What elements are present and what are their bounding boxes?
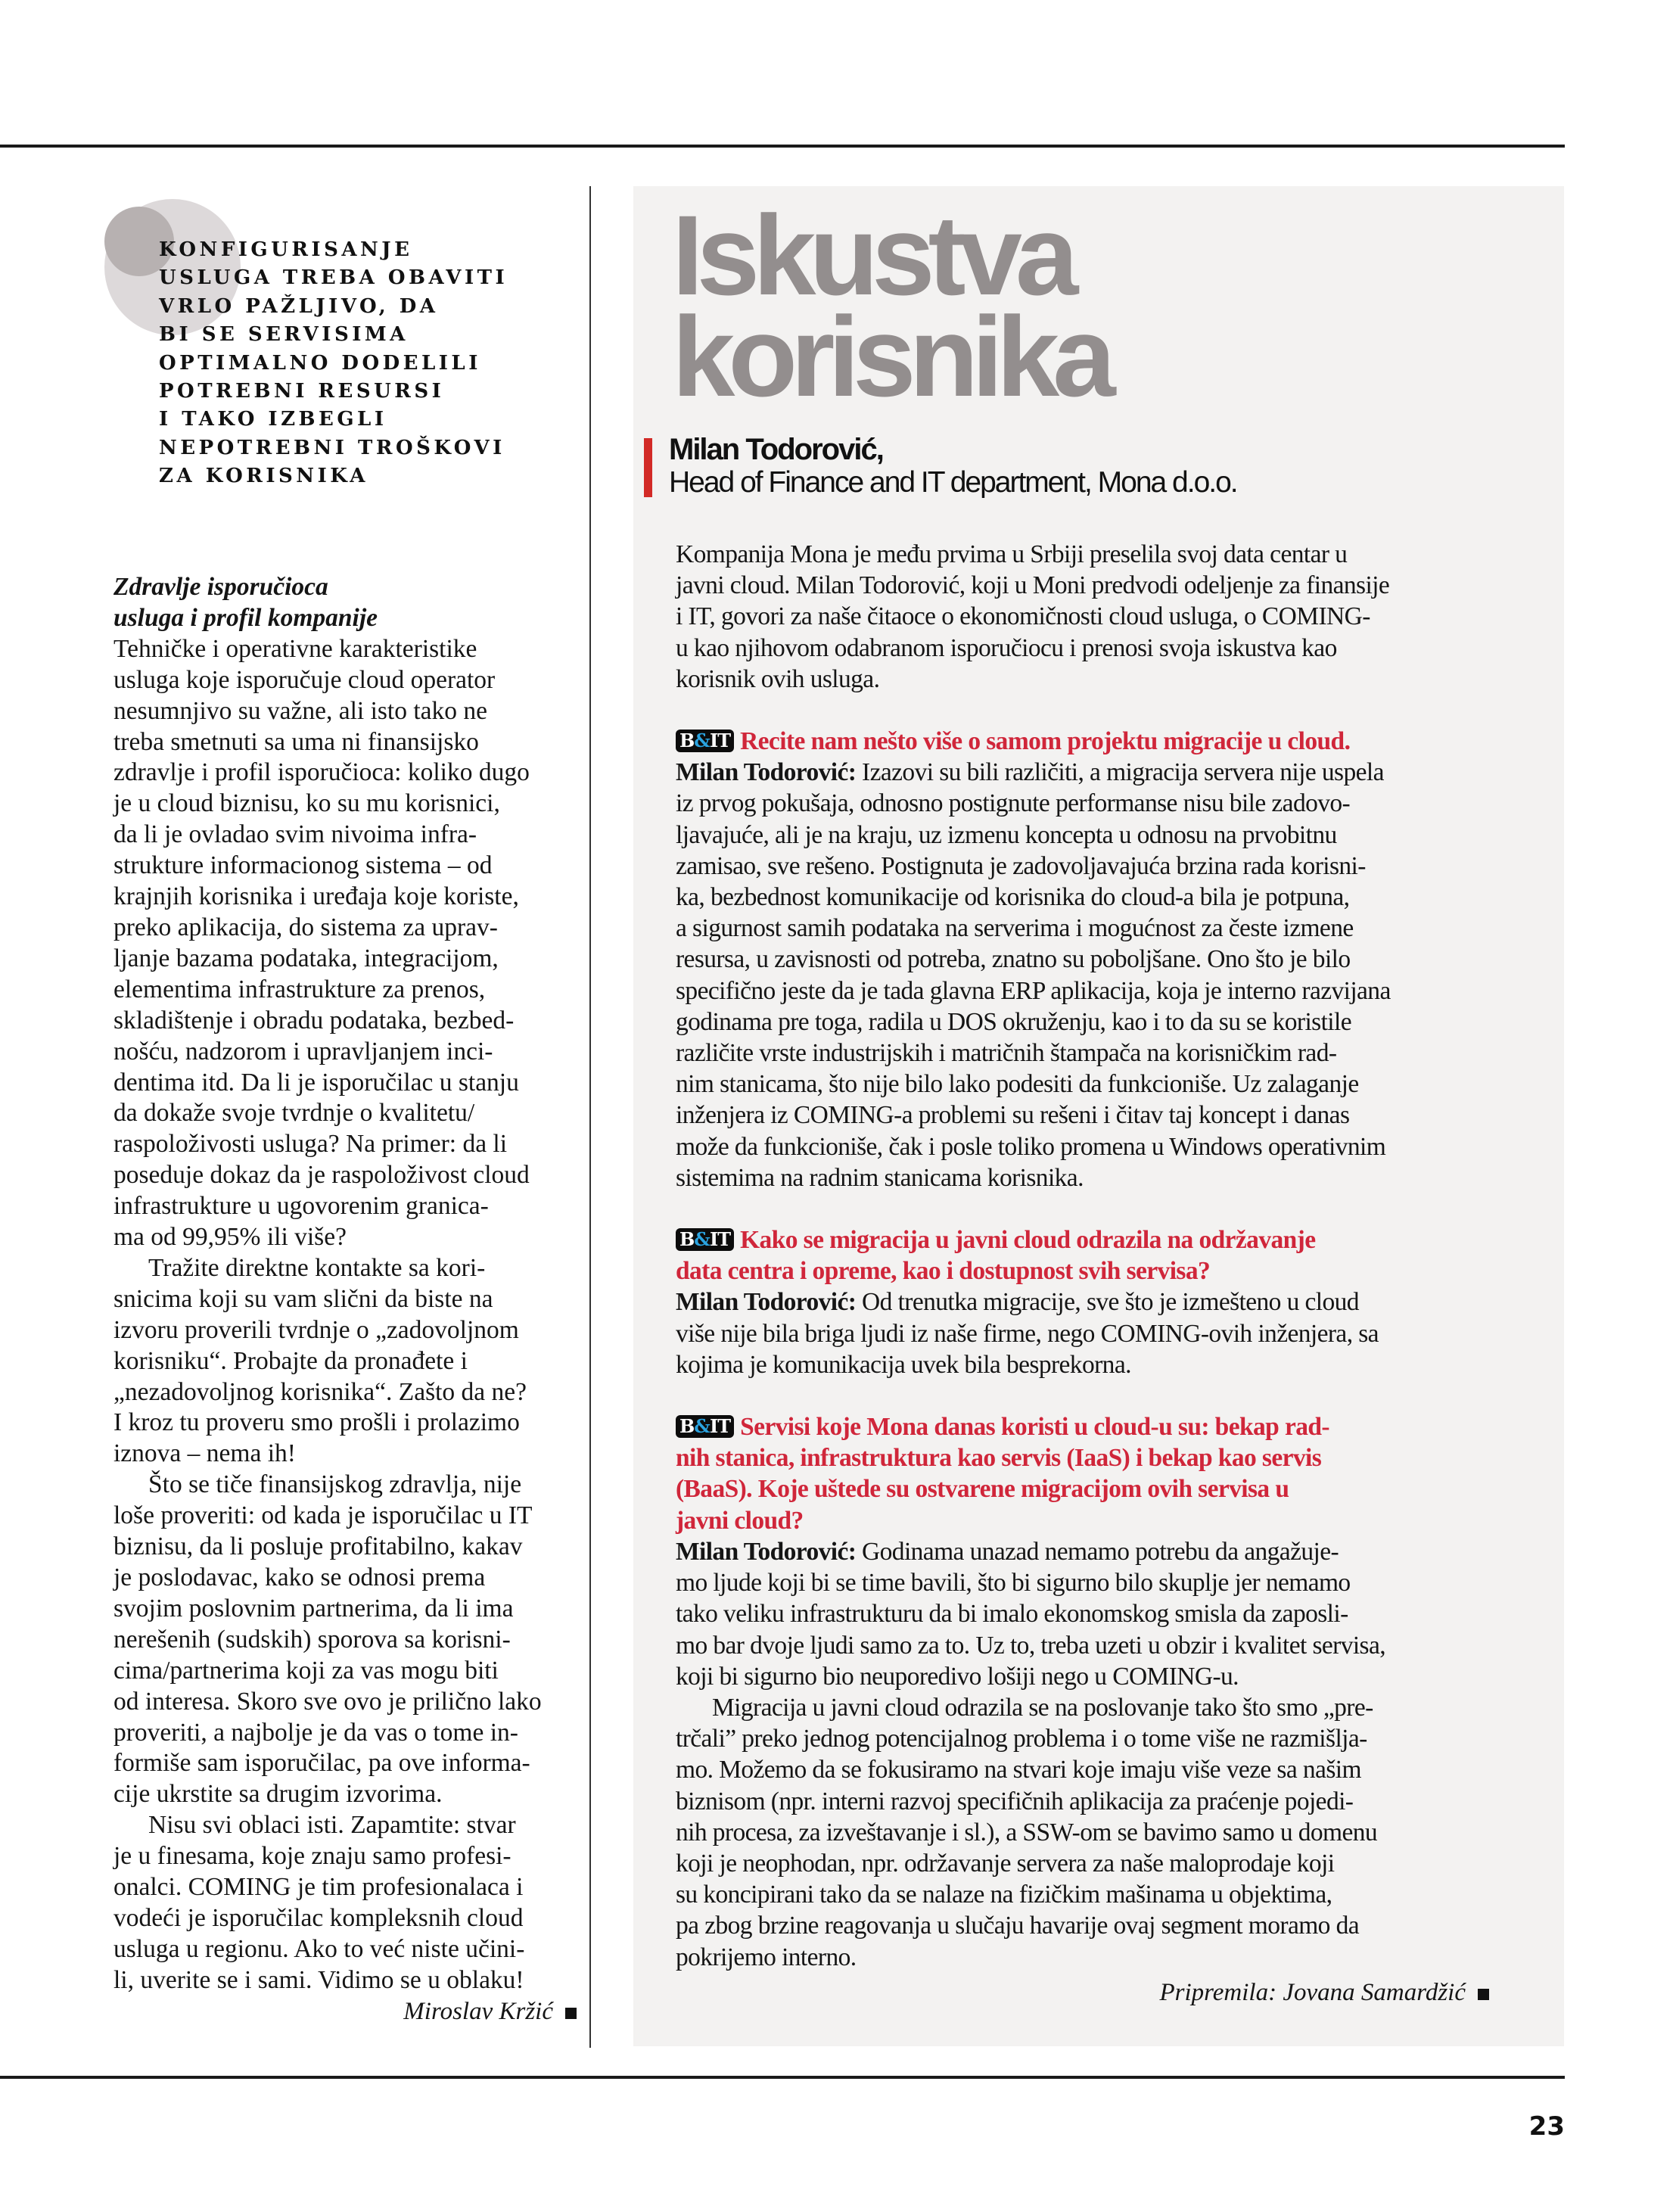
left-column-body <box>113 634 575 1996</box>
body-line: vodeći je isporučilac kompleksnih cloud <box>113 1903 524 1932</box>
body-line: zdravlje i profil isporučioca: koliko dugo <box>113 758 530 787</box>
speaker-label: Milan Todorović: <box>676 1537 857 1566</box>
pull-quote-line: OPTIMALNO DODELILI <box>159 351 481 375</box>
body-line: korisniku“. Probajte da pronađete i <box>113 1346 468 1375</box>
spacer <box>676 1380 1519 1411</box>
interviewee-role: Head of Finance and IT department, Mona d.o.o. <box>669 466 1237 499</box>
body-line: da dokaže svoje tvrdnje o kvalitetu/ <box>113 1099 475 1128</box>
end-of-article-icon <box>565 2008 577 2019</box>
answer-line: a sigurnost samih podataka na serverima i mogućnost za česte izmene <box>676 914 1354 943</box>
body-line: ma od 99,95% ili više? <box>113 1223 347 1252</box>
pull-quote-line: USLUGA TREBA OBAVITI <box>159 266 508 290</box>
credit-line <box>676 1979 1489 2007</box>
answer-line: ljavajuće, ali je na kraju, uz izmenu koncepta u odnosu na prvobitnu <box>676 820 1337 849</box>
body-line: ljanje bazama podataka, integracijom, <box>113 944 499 972</box>
interviewee-name: Milan Todorović, <box>669 433 883 466</box>
badge-b: B <box>679 730 695 752</box>
pull-quote-line: POTREBNI RESURSI <box>159 380 445 403</box>
bottom-rule <box>0 2076 1565 2079</box>
body-line: Tražite direktne kontakte sa kori- <box>148 1253 486 1282</box>
body-line: usluga u regionu. Ako to već niste učini- <box>113 1934 525 1963</box>
body-line: da li je ovladao svim nivoima infra- <box>113 820 477 849</box>
body-line: iznova – nema ih! <box>113 1439 296 1468</box>
answer-line: Milan Todorović: Od trenutka migracije, sve što je izmešteno u cloud <box>676 1288 1359 1317</box>
answer-line: biznisom (npr. interni razvoj specifičnih aplikacija za praćenje pojedi- <box>676 1787 1354 1815</box>
body-line: poseduje dokaz da je raspoloživost cloud <box>113 1161 530 1190</box>
body-line: loše proveriti: od kada je isporučilac u IT <box>113 1501 533 1530</box>
credit-text: Pripremila: Jovana Samardžić <box>1159 1979 1466 2006</box>
body-line: biznisu, da li posluje profitabilno, kakav <box>113 1532 523 1561</box>
answer-line: nih procesa, za izveštavanje i sl.), a SSW-om se bavimo samo u domenu <box>676 1818 1378 1846</box>
answer-line: sistemima na radnim stanicama korisnika. <box>676 1163 1084 1192</box>
body-line: je u cloud biznisu, ko su mu korisnici, <box>113 789 500 818</box>
answer-line: zamisao, sve rešeno. Postignuta je zadovoljavajuća brzina rada korisni- <box>676 851 1366 880</box>
interview-body <box>676 539 1519 1973</box>
answer-line: tako veliku infrastrukturu da bi imalo ekonomskog smisla da zaposli- <box>676 1600 1348 1629</box>
question-line: B&IT Recite nam nešto više o samom projektu migracije u cloud. <box>676 726 1519 757</box>
badge-amp: & <box>694 1228 710 1251</box>
body-line: dentima itd. Da li je isporučilac u stanju <box>113 1068 519 1097</box>
column-divider <box>589 186 591 2048</box>
answer-line: pokrijemo interno. <box>676 1943 857 1971</box>
answer-line: koji je neophodan, npr. održavanje servera za naše maloprodaje koji <box>676 1849 1335 1878</box>
intro-line: javni cloud. Milan Todorović, koji u Moni predvodi odeljenje za finansije <box>676 571 1390 600</box>
pull-quote <box>159 236 583 491</box>
intro-line: i IT, govori za naše čitaoce o ekonomičnosti cloud usluga, o COMING- <box>676 602 1370 631</box>
body-line: nerešenih (sudskih) sporova sa korisni- <box>113 1625 511 1654</box>
answer-line: mo ljude koji bi se time bavili, što bi sigurno bilo skuplje jer nemamo <box>676 1569 1351 1598</box>
spacer <box>676 695 1519 726</box>
badge-it: IT <box>709 1228 731 1251</box>
answer-line: godinama pre toga, radila u DOS okruženju, kao i to da su se koristile <box>676 1007 1351 1036</box>
answer-line: mo. Možemo da se fokusiramo na stvari koje imaju više veze sa našim <box>676 1756 1361 1784</box>
answer-line: kojima je komunikacija uvek bila besprekorna. <box>676 1350 1131 1379</box>
sidebar-title <box>672 191 1109 420</box>
spacer <box>676 1193 1519 1224</box>
body-line: usluga koje isporučuje cloud operator <box>113 665 496 694</box>
body-line: raspoloživosti usluga? Na primer: da li <box>113 1130 508 1159</box>
question-line: B&IT Servisi koje Mona danas koristi u cloud-u su: bekap rad- <box>676 1411 1519 1442</box>
body-line: I kroz tu proveru smo prošli i prolazimo <box>113 1408 520 1437</box>
bit-logo-icon <box>676 1228 734 1251</box>
body-line: je poslodavac, kako se odnosi prema <box>113 1563 486 1591</box>
pull-quote-line: BI SE SERVISIMA <box>159 323 409 347</box>
body-line: izvoru proverili tvrdnje o „zadovoljnom <box>113 1315 519 1344</box>
question-line: data centra i opreme, kao i dostupnost svih servisa? <box>676 1257 1211 1286</box>
pull-quote-line: ZA KORISNIKA <box>159 465 368 488</box>
pull-quote-line: I TAKO IZBEGLI <box>159 408 387 431</box>
body-line: nesumnjivo su važne, ali isto tako ne <box>113 696 488 725</box>
body-line: cije ukrstite sa drugim izvorima. <box>113 1780 443 1809</box>
left-column-article <box>113 572 575 1996</box>
body-line: snicima koji su vam slični da biste na <box>113 1284 493 1313</box>
question-line: (BaaS). Koje uštede su ostvarene migracijom ovih servisa u <box>676 1475 1289 1504</box>
author-signature <box>113 1998 577 2026</box>
intro-line: Kompanija Mona je među prvima u Srbiji preselila svoj data centar u <box>676 540 1348 568</box>
answer-line: koji bi sigurno bio neuporedivo lošiji nego u COMING-u. <box>676 1662 1239 1691</box>
question-line: javni cloud? <box>676 1506 804 1535</box>
section-subhead: Zdravlje isporučioca <box>113 573 328 601</box>
body-line: cima/partnerima koji za vas mogu biti <box>113 1656 499 1685</box>
body-line: strukture informacionog sistema – od <box>113 851 493 880</box>
intro-line: korisnik ovih usluga. <box>676 664 880 693</box>
answer-line: inženjera iz COMING-a problemi su rešeni i čitav taj koncept i danas <box>676 1101 1350 1130</box>
answer-line: različite vrste industrijskih i matričnih štampača na korisničkim rad- <box>676 1039 1337 1068</box>
page-number: 23 <box>1528 2111 1565 2142</box>
speaker-label: Milan Todorović: <box>676 1288 857 1317</box>
answer-line: iz prvog pokušaja, odnosno postignute performanse nisu bile zadovo- <box>676 789 1351 818</box>
title-line: korisnika <box>672 293 1109 420</box>
answer-line: Migracija u javni cloud odrazila se na poslovanje tako što smo „pre- <box>712 1693 1373 1722</box>
body-line: onalci. COMING je tim profesionalaca i <box>113 1873 524 1902</box>
badge-b: B <box>679 1228 695 1251</box>
badge-b: B <box>679 1415 695 1438</box>
intro-line: u kao njihovom odabranom isporučiocu i prenosi svoja iskustva kao <box>676 633 1337 662</box>
badge-amp: & <box>694 730 710 752</box>
title-line: Iskustva <box>672 191 1072 319</box>
answer-line: mo bar dvoje ljudi samo za to. Uz to, treba uzeti u obzir i kvalitet servisa, <box>676 1631 1386 1660</box>
interviewee-block <box>669 433 1237 499</box>
body-line: je u finesama, koje znaju samo profesi- <box>113 1842 512 1871</box>
body-line: Tehničke i operativne karakteristike <box>113 634 477 663</box>
bit-logo-icon <box>676 1415 734 1438</box>
answer-line: više nije bila briga ljudi iz naše firme, nego COMING-ovih inženjera, sa <box>676 1319 1379 1348</box>
answer-line: trčali” preko jednog potencijalnog problema i o tome više ne razmišlja- <box>676 1725 1367 1753</box>
body-line: infrastrukture u ugovorenim granica- <box>113 1192 489 1221</box>
body-line: Što se tiče finansijskog zdravlja, nije <box>148 1470 522 1499</box>
top-rule <box>0 145 1565 148</box>
answer-line: specifično jeste da je tada glavna ERP aplikacija, koja je interno razvijana <box>676 976 1391 1005</box>
pull-quote-line: VRLO PAŽLJIVO, DA <box>159 294 439 318</box>
body-line: od interesa. Skoro sve ovo je prilično lako <box>113 1687 542 1716</box>
answer-line: su koncipirani tako da se nalaze na fizičkim mašinama u objektima, <box>676 1881 1332 1909</box>
badge-it: IT <box>709 1415 731 1438</box>
body-line: „nezadovoljnog korisnika“. Zašto da ne? <box>113 1377 527 1406</box>
body-line: skladištenje i obradu podataka, bezbed- <box>113 1006 515 1034</box>
answer-line: može da funkcioniše, čak i posle toliko promena u Windows operativnim <box>676 1132 1386 1161</box>
speaker-label: Milan Todorović: <box>676 758 857 787</box>
body-line: formiše sam isporučilac, pa ove informa- <box>113 1749 530 1778</box>
answer-line: nim stanicama, što nije bilo lako podesiti da funkcioniše. Uz zalaganje <box>676 1070 1359 1099</box>
question-line: nih stanica, infrastruktura kao servis (IaaS) i bekap kao servis <box>676 1444 1322 1473</box>
body-line: elementima infrastrukture za prenos, <box>113 975 486 1003</box>
badge-it: IT <box>709 730 731 752</box>
end-of-article-icon <box>1478 1989 1489 2000</box>
body-line: Nisu svi oblaci isti. Zapamtite: stvar <box>148 1811 516 1840</box>
body-line: svojim poslovnim partnerima, da li ima <box>113 1594 514 1622</box>
body-line: krajnjih korisnika i uređaja koje koriste, <box>113 882 519 911</box>
body-line: preko aplikacija, do sistema za uprav- <box>113 913 498 941</box>
section-subhead: usluga i profil kompanije <box>113 603 378 632</box>
body-line: proveriti, a najbolje je da vas o tome in- <box>113 1718 518 1747</box>
pull-quote-line: KONFIGURISANJE <box>159 238 413 261</box>
pull-quote-line: NEPOTREBNI TROŠKOVI <box>159 436 505 459</box>
bit-logo-icon <box>676 730 734 752</box>
badge-amp: & <box>694 1415 710 1438</box>
body-line: li, uverite se i sami. Vidimo se u oblaku! <box>113 1965 524 1994</box>
author-name: Miroslav Kržić <box>403 1998 553 2025</box>
body-line: treba smetnuti sa uma ni finansijsko <box>113 727 479 756</box>
accent-bar <box>644 438 652 497</box>
answer-line: pa zbog brzine reagovanja u slučaju havarije ovaj segment moramo da <box>676 1912 1360 1940</box>
answer-line: Milan Todorović: Izazovi su bili različiti, a migracija servera nije uspela <box>676 758 1384 787</box>
answer-line: resursa, u zavisnosti od potreba, znatno su poboljšane. Ono što je bilo <box>676 945 1351 974</box>
body-line: nošću, nadzorom i upravljanjem inci- <box>113 1037 493 1066</box>
question-line: B&IT Kako se migracija u javni cloud odrazila na održavanje <box>676 1224 1519 1255</box>
answer-line: ka, bezbednost komunikacije od korisnika do cloud-a bila je potpuna, <box>676 883 1350 912</box>
answer-line: Milan Todorović: Godinama unazad nemamo potrebu da angažuje- <box>676 1537 1339 1566</box>
